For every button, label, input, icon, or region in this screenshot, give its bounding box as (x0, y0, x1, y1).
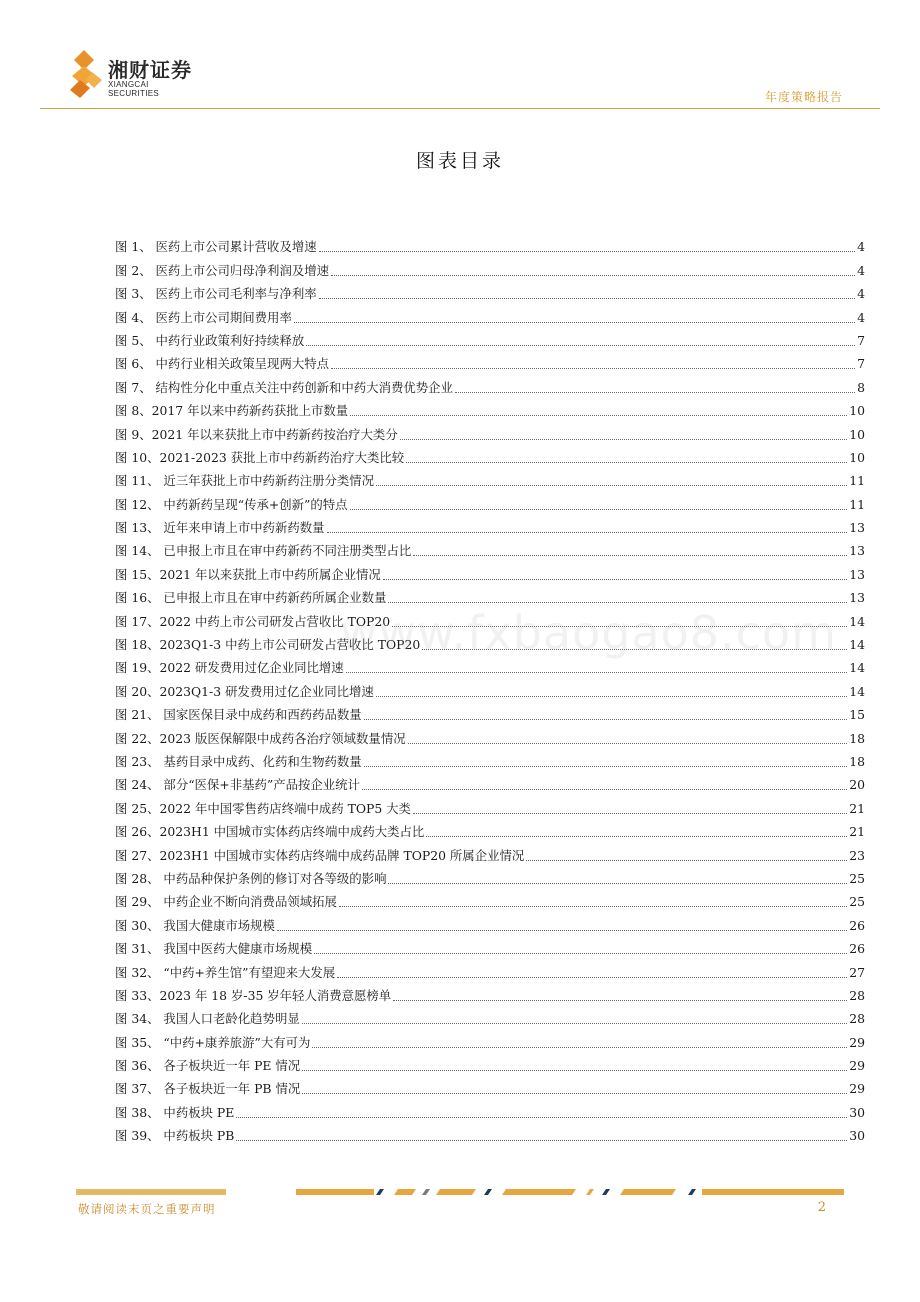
toc-leader-dots (302, 1023, 847, 1024)
toc-entry[interactable] (115, 419, 865, 442)
toc-leader-dots (350, 509, 848, 510)
toc-entry-page: 21 (849, 800, 865, 816)
toc-entry[interactable] (115, 1027, 865, 1050)
toc-entry-label: 图 18、2023Q1-3 中药上市公司研发占营收比 TOP20 (115, 637, 421, 653)
toc-entry-page: 14 (849, 660, 865, 676)
toc-entry[interactable] (115, 793, 865, 816)
toc-leader-dots (319, 298, 855, 299)
toc-entry-label: 图 16、 已申报上市且在审中药新药所属企业数量 (115, 590, 387, 606)
toc-leader-dots (314, 953, 847, 954)
logo-text-cn: 湘财证券 (108, 58, 192, 82)
toc-entry-label: 图 19、2022 研发费用过亿企业同比增速 (115, 660, 344, 676)
toc-entry-page: 8 (857, 379, 865, 395)
toc-leader-dots (346, 672, 848, 673)
toc-entry-page: 4 (857, 286, 865, 302)
toc-entry-label: 图 9、2021 年以来获批上市中药新药按治疗大类分 (115, 426, 398, 442)
toc-entry[interactable] (115, 957, 865, 980)
toc-entry-page: 28 (849, 987, 865, 1003)
toc-entry-page: 18 (849, 753, 865, 769)
toc-entry-page: 29 (849, 1034, 865, 1050)
toc-leader-dots (236, 1140, 847, 1141)
toc-entry-page: 10 (849, 426, 865, 442)
toc-entry[interactable] (115, 1074, 865, 1097)
toc-entry-label: 图 38、 中药板块 PE (115, 1104, 235, 1120)
toc-entry[interactable] (115, 770, 865, 793)
toc-entry[interactable] (115, 1121, 865, 1144)
toc-entry[interactable] (115, 513, 865, 536)
toc-leader-dots (306, 345, 855, 346)
toc-entry-label: 图 2、 医药上市公司归母净利润及增速 (115, 262, 330, 278)
toc-entry-page: 13 (849, 543, 865, 559)
toc-entry-label: 图 12、 中药新药呈现“传承+创新”的特点 (115, 496, 348, 512)
toc-leader-dots (331, 275, 855, 276)
toc-entry-label: 图 33、2023 年 18 岁-35 岁年轻人消费意愿榜单 (115, 987, 392, 1003)
toc-entry[interactable] (115, 676, 865, 699)
toc-entry-page: 29 (849, 1081, 865, 1097)
toc-entry-page: 26 (849, 941, 865, 957)
toc-leader-dots (400, 439, 848, 440)
toc-leader-dots (339, 906, 847, 907)
toc-entry-label: 图 34、 我国人口老龄化趋势明显 (115, 1011, 300, 1027)
header-divider (40, 108, 880, 109)
toc-entry-label: 图 22、2023 版医保解限中成药各治疗领域数量情况 (115, 730, 406, 746)
toc-leader-dots (312, 1047, 847, 1048)
toc-entry-label: 图 39、 中药板块 PB (115, 1128, 235, 1144)
toc-leader-dots (393, 1000, 847, 1001)
company-logo (70, 50, 200, 98)
toc-leader-dots (526, 860, 847, 861)
toc-entry-label: 图 17、2022 中药上市公司研发占营收比 TOP20 (115, 613, 391, 629)
toc-entry-label: 图 28、 中药品种保护条例的修订对各等级的影响 (115, 870, 387, 886)
toc-entry[interactable] (115, 466, 865, 489)
toc-entry[interactable] (115, 372, 865, 395)
toc-entry-label: 图 5、 中药行业政策利好持续释放 (115, 332, 305, 348)
toc-entry-page: 25 (849, 870, 865, 886)
toc-entry-page: 4 (857, 309, 865, 325)
toc-leader-dots (455, 392, 855, 393)
toc-entry-label: 图 11、 近三年获批上市中药新药注册分类情况 (115, 473, 375, 489)
toc-entry-label: 图 8、2017 年以来中药新药获批上市数量 (115, 403, 349, 419)
toc-leader-dots (413, 813, 847, 814)
toc-entry-page: 28 (849, 1011, 865, 1027)
toc-leader-dots (327, 532, 848, 533)
toc-entry-label: 图 23、 基药目录中成药、化药和生物药数量 (115, 753, 362, 769)
toc-entry-page: 20 (849, 777, 865, 793)
toc-entry[interactable] (115, 817, 865, 840)
toc-entry-label: 图 27、2023H1 中国城市实体药店终端中成药品牌 TOP20 所属企业情况 (115, 847, 525, 863)
toc-entry-page: 26 (849, 917, 865, 933)
toc-entry[interactable] (115, 349, 865, 372)
toc-entry[interactable] (115, 864, 865, 887)
toc-entry-label: 图 21、 国家医保目录中成药和西药药品数量 (115, 707, 362, 723)
toc-entry-label: 图 6、 中药行业相关政策呈现两大特点 (115, 356, 330, 372)
footer-divider (76, 1189, 844, 1195)
toc-entry-page: 30 (849, 1104, 865, 1120)
toc-entry-page: 13 (849, 590, 865, 606)
toc-leader-dots (383, 579, 847, 580)
toc-entry[interactable] (115, 302, 865, 325)
toc-entry-page: 23 (849, 847, 865, 863)
disclaimer-note: 敬请阅读末页之重要声明 (78, 1202, 216, 1216)
toc-entry-label: 图 1、 医药上市公司累计营收及增速 (115, 239, 317, 255)
toc-leader-dots (426, 836, 847, 837)
toc-entry[interactable] (115, 934, 865, 957)
report-type-label: 年度策略报告 (764, 90, 843, 104)
toc-entry[interactable] (115, 1004, 865, 1027)
toc-entry-page: 10 (849, 403, 865, 419)
toc-entry[interactable] (115, 583, 865, 606)
toc-entry-page: 4 (857, 239, 865, 255)
toc-entry-label: 图 7、 结构性分化中重点关注中药创新和中药大消费优势企业 (115, 379, 453, 395)
toc-leader-dots (388, 602, 847, 603)
toc-leader-dots (408, 743, 848, 744)
toc-entry[interactable] (115, 559, 865, 582)
toc-entry-page: 14 (849, 613, 865, 629)
toc-entry-label: 图 3、 医药上市公司毛利率与净利率 (115, 286, 317, 302)
toc-entry[interactable] (115, 536, 865, 559)
toc-entry-page: 18 (849, 730, 865, 746)
toc-entry[interactable] (115, 723, 865, 746)
toc-entry-page: 14 (849, 637, 865, 653)
toc-entry-label: 图 14、 已申报上市且在审中药新药不同注册类型占比 (115, 543, 412, 559)
toc-entry-label: 图 4、 医药上市公司期间费用率 (115, 309, 292, 325)
toc-entry[interactable] (115, 443, 865, 466)
toc-entry-page: 29 (849, 1058, 865, 1074)
toc-leader-dots (331, 368, 855, 369)
toc-entry[interactable] (115, 887, 865, 910)
toc-entry[interactable] (115, 910, 865, 933)
toc-entry-page: 7 (857, 332, 865, 348)
toc-entry-page: 4 (857, 262, 865, 278)
toc-leader-dots (350, 415, 847, 416)
toc-entry[interactable] (115, 232, 865, 255)
toc-leader-dots (302, 1070, 847, 1071)
toc-entry[interactable] (115, 840, 865, 863)
toc-entry-page: 25 (849, 894, 865, 910)
toc-entry[interactable] (115, 1051, 865, 1074)
toc-entry-label: 图 24、 部分“医保+非基药”产品按企业统计 (115, 777, 360, 793)
toc-leader-dots (388, 883, 847, 884)
toc-entry[interactable] (115, 279, 865, 302)
toc-entry-page: 21 (849, 824, 865, 840)
toc-leader-dots (376, 485, 847, 486)
toc-entry[interactable] (115, 326, 865, 349)
toc-entry-label: 图 15、2021 年以来获批上市中药所属企业情况 (115, 566, 381, 582)
toc-entry-label: 图 37、 各子板块近一年 PB 情况 (115, 1081, 301, 1097)
toc-entry-label: 图 29、 中药企业不断向消费品领域拓展 (115, 894, 337, 910)
toc-leader-dots (277, 930, 847, 931)
toc-entry-page: 7 (857, 356, 865, 372)
watermark: www.fxbaogao8.com (340, 606, 837, 660)
toc-entry-label: 图 35、 “中药+康养旅游”大有可为 (115, 1034, 311, 1050)
toc-leader-dots (406, 462, 847, 463)
toc-leader-dots (413, 555, 847, 556)
toc-entry-label: 图 30、 我国大健康市场规模 (115, 917, 275, 933)
toc-entry-label: 图 36、 各子板块近一年 PE 情况 (115, 1058, 301, 1074)
toc-entry-page: 10 (849, 449, 865, 465)
toc-entry[interactable] (115, 747, 865, 770)
toc-entry-label: 图 26、2023H1 中国城市实体药店终端中成药大类占比 (115, 824, 425, 840)
toc-leader-dots (236, 1117, 847, 1118)
toc-leader-dots (337, 977, 847, 978)
logo-text-en: XIANGCAI SECURITIES (108, 80, 160, 98)
page-number: 2 (817, 1200, 826, 1215)
toc-entry-label: 图 10、2021-2023 获批上市中药新药治疗大类比较 (115, 449, 405, 465)
toc-entry-label: 图 25、2022 年中国零售药店终端中成药 TOP5 大类 (115, 800, 411, 816)
toc-entry-label: 图 31、 我国中医药大健康市场规模 (115, 941, 313, 957)
toc-leader-dots (294, 322, 855, 323)
toc-entry-page: 11 (849, 473, 865, 489)
toc-entry[interactable] (115, 489, 865, 512)
toc-leader-dots (319, 251, 855, 252)
page-title: 图表目录 (415, 150, 504, 172)
toc-entry-label: 图 13、 近年来申请上市中药新药数量 (115, 520, 325, 536)
toc-entry-label: 图 32、 “中药+养生馆”有望迎来大发展 (115, 964, 336, 980)
toc-entry-page: 13 (849, 520, 865, 536)
figure-toc (115, 232, 865, 1144)
toc-entry-page: 11 (849, 496, 865, 512)
toc-entry[interactable] (115, 981, 865, 1004)
toc-entry[interactable] (115, 1097, 865, 1120)
toc-entry[interactable] (115, 396, 865, 419)
toc-leader-dots (362, 789, 847, 790)
toc-entry[interactable] (115, 255, 865, 278)
xiangcai-logo-icon (70, 50, 102, 98)
toc-entry-label: 图 20、2023Q1-3 研发费用过亿企业同比增速 (115, 683, 374, 699)
toc-entry-page: 14 (849, 683, 865, 699)
toc-entry-page: 13 (849, 566, 865, 582)
toc-leader-dots (364, 719, 848, 720)
toc-entry-page: 27 (849, 964, 865, 980)
toc-entry-page: 30 (849, 1128, 865, 1144)
toc-entry[interactable] (115, 700, 865, 723)
toc-leader-dots (376, 696, 847, 697)
toc-entry-page: 15 (849, 707, 865, 723)
toc-leader-dots (302, 1093, 847, 1094)
toc-leader-dots (364, 766, 848, 767)
